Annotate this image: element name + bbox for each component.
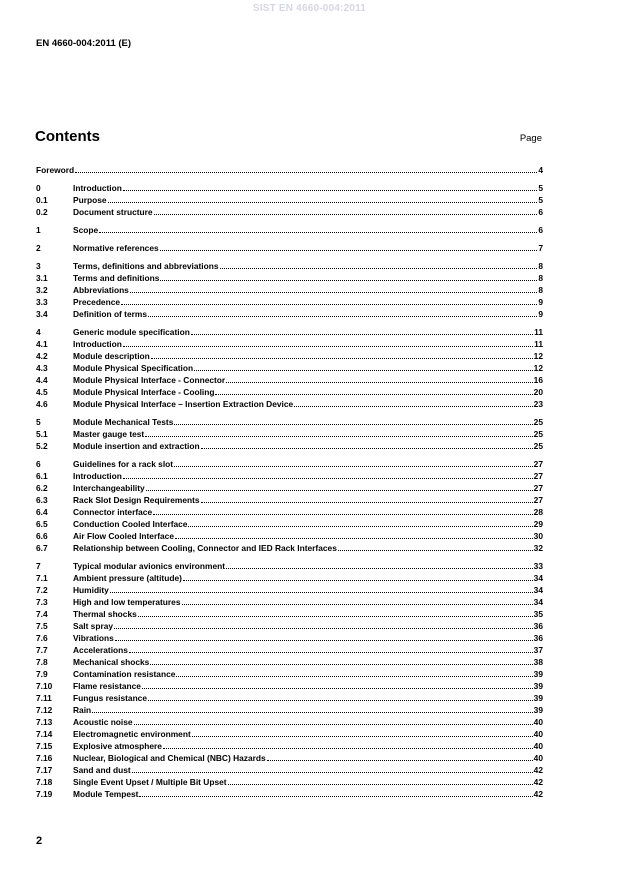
toc-entry-number: 4.5	[36, 387, 48, 397]
dot-leader	[220, 268, 538, 269]
toc-entry-page: 27	[533, 471, 543, 481]
dot-leader	[114, 628, 533, 629]
toc-entry-title: Fungus resistance	[73, 693, 148, 703]
toc-entry-page: 8	[538, 285, 543, 295]
toc-entry-title: Module Physical Specification	[73, 363, 194, 373]
dot-leader	[163, 748, 533, 749]
page-column-header: Page	[519, 133, 542, 144]
toc-entry-page: 36	[533, 621, 543, 631]
toc-entry-page: 25	[533, 429, 543, 439]
toc-entry-title: Module Mechanical Tests	[73, 417, 174, 427]
toc-entry-number: 7.10	[36, 681, 53, 691]
toc-entry-page: 40	[533, 717, 543, 727]
toc-entry-page: 42	[533, 777, 543, 787]
toc-entry-page: 27	[533, 483, 543, 493]
toc-entry-page: 25	[533, 417, 543, 427]
toc-entry-title: Master gauge test	[73, 429, 145, 439]
toc-entry-page: 20	[533, 387, 543, 397]
toc-entry-title: Accelerations	[73, 645, 128, 655]
toc-entry-number: 4.3	[36, 363, 48, 373]
toc-entry[interactable]	[36, 482, 543, 494]
toc-entry-title: Relationship between Cooling, Connector and IED Rack Interfaces	[73, 543, 337, 553]
dot-leader	[160, 250, 538, 251]
toc-entry-title: Guidelines for a rack slot	[73, 459, 174, 469]
toc-entry-title: Terms and definitions	[73, 273, 160, 283]
toc-entry-page: 39	[533, 705, 543, 715]
toc-entry-title: Flame resistance	[73, 681, 141, 691]
toc-entry-number: 7.1	[36, 573, 48, 583]
toc-entry-title: Introduction	[73, 183, 122, 193]
toc-entry[interactable]	[36, 752, 543, 764]
dot-leader	[145, 436, 532, 437]
toc-entry[interactable]	[36, 632, 543, 644]
toc-entry-number: 5.1	[36, 429, 48, 439]
toc-entry-title: Conduction Cooled Interface	[73, 519, 188, 529]
toc-entry[interactable]	[36, 788, 543, 800]
toc-entry-page: 5	[538, 195, 543, 205]
toc-entry-number: 5	[36, 417, 41, 427]
toc-entry-page: 8	[538, 261, 543, 271]
toc-entry-title: Abbreviations	[73, 285, 129, 295]
toc-entry[interactable]	[36, 260, 543, 272]
toc-entry-title: Precedence	[73, 297, 121, 307]
toc-entry[interactable]	[36, 764, 543, 776]
toc-entry-number: 7.6	[36, 633, 48, 643]
toc-entry-number: 7.2	[36, 585, 48, 595]
toc-entry-page: 29	[533, 519, 543, 529]
toc-entry-title: Air Flow Cooled Interface	[73, 531, 174, 541]
toc-entry-page: 25	[533, 441, 543, 451]
toc-entry[interactable]	[36, 530, 543, 542]
dot-leader	[121, 304, 537, 305]
toc-entry[interactable]	[36, 572, 543, 584]
toc-entry-title: Document structure	[73, 207, 153, 217]
toc-entry-page: 34	[533, 585, 543, 595]
dot-leader	[99, 232, 537, 233]
toc-entry[interactable]	[36, 362, 543, 374]
toc-entry[interactable]	[36, 350, 543, 362]
dot-leader	[75, 172, 537, 173]
dot-leader	[129, 652, 533, 653]
toc-entry-page: 39	[533, 669, 543, 679]
toc-entry-title: Interchangeability	[73, 483, 145, 493]
toc-entry-title: Module Physical Interface - Cooling	[73, 387, 215, 397]
toc-entry-page: 34	[533, 597, 543, 607]
toc-entry[interactable]	[36, 374, 543, 386]
toc-entry-title: Module insertion and extraction	[73, 441, 200, 451]
toc-entry-title: Single Event Upset / Multiple Bit Upset	[73, 777, 227, 787]
toc-entry-number: 1	[36, 225, 41, 235]
toc-entry-number: 5.2	[36, 441, 48, 451]
toc-entry-page: 5	[538, 183, 543, 193]
dot-leader	[201, 448, 533, 449]
watermark-text: SIST EN 4660-004:2011	[252, 3, 367, 14]
toc-entry-title: Humidity	[73, 585, 109, 595]
toc-entry-title: Contamination resistance	[73, 669, 176, 679]
toc-entry-number: 6.1	[36, 471, 48, 481]
dot-leader	[134, 724, 533, 725]
toc-entry-number: 2	[36, 243, 41, 253]
toc-entry-title: Rain	[73, 705, 92, 715]
toc-entry[interactable]	[36, 440, 543, 452]
toc-entry-number: 3.2	[36, 285, 48, 295]
toc-entry-number: 3.3	[36, 297, 48, 307]
toc-entry-number: 7.11	[36, 693, 52, 703]
toc-entry-title: Sand and dust	[73, 765, 131, 775]
dot-leader	[151, 358, 533, 359]
toc-entry-number: 6.2	[36, 483, 48, 493]
dot-leader	[182, 604, 533, 605]
toc-entry[interactable]	[36, 326, 543, 338]
toc-entry-title: Foreword	[36, 165, 75, 175]
toc-entry-number: 3.4	[36, 309, 48, 319]
toc-entry-number: 7.4	[36, 609, 48, 619]
toc-entry[interactable]	[36, 308, 543, 320]
toc-entry-title: Terms, definitions and abbreviations	[73, 261, 219, 271]
toc-entry[interactable]	[36, 182, 543, 194]
toc-entry-number: 4.6	[36, 399, 48, 409]
toc-entry-title: Thermal shocks	[73, 609, 137, 619]
toc-entry-number: 7.8	[36, 657, 48, 667]
toc-entry-number: 7.9	[36, 669, 48, 679]
toc-entry-page: 40	[533, 753, 543, 763]
dot-leader	[115, 640, 533, 641]
toc-entry-title: Mechanical shocks	[73, 657, 150, 667]
toc-entry-page: 33	[533, 561, 543, 571]
toc-entry-number: 0.1	[36, 195, 48, 205]
toc-entry[interactable]	[36, 584, 543, 596]
toc-entry-page: 7	[538, 243, 543, 253]
dot-leader	[148, 700, 533, 701]
dot-leader	[174, 466, 533, 467]
toc-entry-title: Module Tempest	[73, 789, 139, 799]
toc-entry[interactable]	[36, 680, 543, 692]
toc-entry[interactable]	[36, 740, 543, 752]
dot-leader	[160, 280, 537, 281]
toc-entry-number: 6	[36, 459, 41, 469]
dot-leader	[110, 592, 533, 593]
toc-entry-page: 12	[533, 351, 543, 361]
toc-entry[interactable]	[36, 506, 543, 518]
toc-entry-title: Normative references	[73, 243, 159, 253]
toc-entry-page: 11	[534, 339, 543, 349]
toc-entry[interactable]	[36, 494, 543, 506]
dot-leader	[191, 334, 533, 335]
toc-entry-number: 7.13	[36, 717, 53, 727]
toc-entry-number: 0.2	[36, 207, 48, 217]
toc-entry[interactable]	[36, 668, 543, 680]
dot-leader	[226, 568, 533, 569]
toc-entry[interactable]	[36, 716, 543, 728]
toc-entry-page: 32	[533, 543, 543, 553]
document-id: EN 4660-004:2011 (E)	[36, 38, 132, 49]
toc-entry[interactable]	[36, 656, 543, 668]
toc-entry-page: 9	[538, 297, 543, 307]
toc-entry[interactable]	[36, 518, 543, 530]
toc-entry-number: 7.7	[36, 645, 48, 655]
dot-leader	[294, 406, 533, 407]
page-number: 2	[36, 835, 43, 847]
toc-entry-number: 3	[36, 261, 41, 271]
table-of-contents	[36, 164, 543, 800]
toc-entry-number: 7	[36, 561, 41, 571]
toc-entry-title: Nuclear, Biological and Chemical (NBC) Hazards	[73, 753, 266, 763]
toc-entry-number: 7.15	[36, 741, 53, 751]
toc-entry[interactable]	[36, 560, 543, 572]
contents-title: Contents	[35, 128, 100, 145]
toc-entry-page: 28	[533, 507, 543, 517]
toc-entry[interactable]	[36, 164, 543, 176]
toc-entry-number: 4.1	[36, 339, 48, 349]
toc-entry-title: Module Physical Interface – Insertion Extraction Device	[73, 399, 294, 409]
dot-leader	[226, 382, 532, 383]
toc-entry-page: 40	[533, 729, 543, 739]
toc-entry-page: 38	[533, 657, 543, 667]
toc-entry-number: 6.5	[36, 519, 48, 529]
toc-entry[interactable]	[36, 458, 543, 470]
toc-entry-number: 7.12	[36, 705, 53, 715]
dot-leader	[175, 538, 533, 539]
dot-leader	[215, 394, 532, 395]
toc-entry-page: 34	[533, 573, 543, 583]
toc-entry-title: Purpose	[73, 195, 107, 205]
toc-entry-title: Typical modular avionics environment	[73, 561, 226, 571]
toc-entry-page: 39	[533, 693, 543, 703]
dot-leader	[183, 580, 533, 581]
toc-entry-number: 4.4	[36, 375, 48, 385]
toc-entry[interactable]	[36, 608, 543, 620]
dot-leader	[174, 424, 532, 425]
toc-entry-number: 7.19	[36, 789, 53, 799]
dot-leader	[188, 526, 532, 527]
toc-entry-page: 9	[538, 309, 543, 319]
dot-leader	[154, 214, 538, 215]
toc-entry-title: Salt spray	[73, 621, 114, 631]
dot-leader	[192, 736, 533, 737]
toc-entry[interactable]	[36, 386, 543, 398]
dot-leader	[194, 370, 533, 371]
dot-leader	[267, 760, 533, 761]
dot-leader	[108, 202, 538, 203]
toc-entry-number: 7.3	[36, 597, 48, 607]
toc-entry-number: 7.14	[36, 729, 53, 739]
toc-entry-title: Generic module specification	[73, 327, 190, 337]
toc-entry-page: 4	[538, 165, 543, 175]
toc-entry-number: 4.2	[36, 351, 48, 361]
dot-leader	[228, 784, 533, 785]
toc-entry[interactable]	[36, 272, 543, 284]
toc-entry-title: Module description	[73, 351, 150, 361]
toc-entry[interactable]	[36, 596, 543, 608]
toc-entry[interactable]	[36, 728, 543, 740]
toc-entry-title: Explosive atmosphere	[73, 741, 162, 751]
toc-entry[interactable]	[36, 242, 543, 254]
dot-leader	[142, 688, 533, 689]
toc-entry[interactable]	[36, 620, 543, 632]
dot-leader	[123, 346, 533, 347]
toc-entry-title: Electromagnetic environment	[73, 729, 191, 739]
toc-entry-title: Acoustic noise	[73, 717, 133, 727]
toc-entry-page: 11	[534, 327, 543, 337]
toc-entry-number: 6.3	[36, 495, 48, 505]
dot-leader	[338, 550, 533, 551]
toc-entry[interactable]	[36, 776, 543, 788]
toc-entry-title: Scope	[73, 225, 99, 235]
toc-entry-title: Rack Slot Design Requirements	[73, 495, 200, 505]
toc-entry-number: 7.18	[36, 777, 53, 787]
dot-leader	[150, 664, 532, 665]
toc-entry-page: 36	[533, 633, 543, 643]
toc-entry-number: 0	[36, 183, 41, 193]
toc-entry[interactable]	[36, 338, 543, 350]
toc-entry-page: 42	[533, 765, 543, 775]
toc-entry-page: 42	[533, 789, 543, 799]
toc-entry-number: 4	[36, 327, 41, 337]
toc-entry[interactable]	[36, 542, 543, 554]
toc-entry[interactable]	[36, 206, 543, 218]
toc-entry[interactable]	[36, 704, 543, 716]
toc-entry-page: 16	[533, 375, 543, 385]
toc-entry[interactable]	[36, 428, 543, 440]
toc-entry-number: 6.7	[36, 543, 48, 553]
toc-entry[interactable]	[36, 692, 543, 704]
toc-entry-title: Connector interface	[73, 507, 153, 517]
toc-entry-title: Introduction	[73, 471, 122, 481]
toc-entry-page: 12	[533, 363, 543, 373]
dot-leader	[92, 712, 533, 713]
toc-entry-title: Introduction	[73, 339, 122, 349]
toc-entry[interactable]	[36, 284, 543, 296]
toc-entry-number: 7.17	[36, 765, 53, 775]
toc-entry-page: 37	[533, 645, 543, 655]
toc-entry[interactable]	[36, 194, 543, 206]
dot-leader	[146, 490, 533, 491]
toc-entry-title: High and low temperatures	[73, 597, 181, 607]
dot-leader	[123, 478, 533, 479]
dot-leader	[176, 676, 532, 677]
dot-leader	[201, 502, 533, 503]
toc-entry-number: 7.16	[36, 753, 53, 763]
toc-entry-title: Vibrations	[73, 633, 114, 643]
toc-entry-page: 27	[533, 459, 543, 469]
dot-leader	[130, 292, 537, 293]
dot-leader	[138, 616, 533, 617]
toc-entry[interactable]	[36, 224, 543, 236]
toc-entry-page: 27	[533, 495, 543, 505]
toc-entry-number: 6.6	[36, 531, 48, 541]
toc-entry-title: Module Physical Interface - Connector	[73, 375, 226, 385]
dot-leader	[123, 190, 537, 191]
toc-entry[interactable]	[36, 398, 543, 410]
toc-entry-number: 6.4	[36, 507, 48, 517]
toc-entry-page: 39	[533, 681, 543, 691]
dot-leader	[148, 316, 537, 317]
toc-entry-page: 6	[538, 225, 543, 235]
toc-entry-page: 40	[533, 741, 543, 751]
toc-entry-page: 8	[538, 273, 543, 283]
toc-entry-title: Definition of terms	[73, 309, 147, 319]
dot-leader	[153, 514, 533, 515]
toc-entry[interactable]	[36, 416, 543, 428]
toc-entry[interactable]	[36, 470, 543, 482]
toc-entry-page: 30	[533, 531, 543, 541]
toc-entry-page: 6	[538, 207, 543, 217]
toc-entry-page: 23	[533, 399, 543, 409]
toc-entry-number: 3.1	[36, 273, 48, 283]
toc-entry-page: 35	[533, 609, 543, 619]
toc-entry[interactable]	[36, 296, 543, 308]
dot-leader	[139, 796, 532, 797]
toc-entry-number: 7.5	[36, 621, 48, 631]
toc-entry[interactable]	[36, 644, 543, 656]
toc-entry-title: Ambient pressure (altitude)	[73, 573, 182, 583]
dot-leader	[132, 772, 533, 773]
